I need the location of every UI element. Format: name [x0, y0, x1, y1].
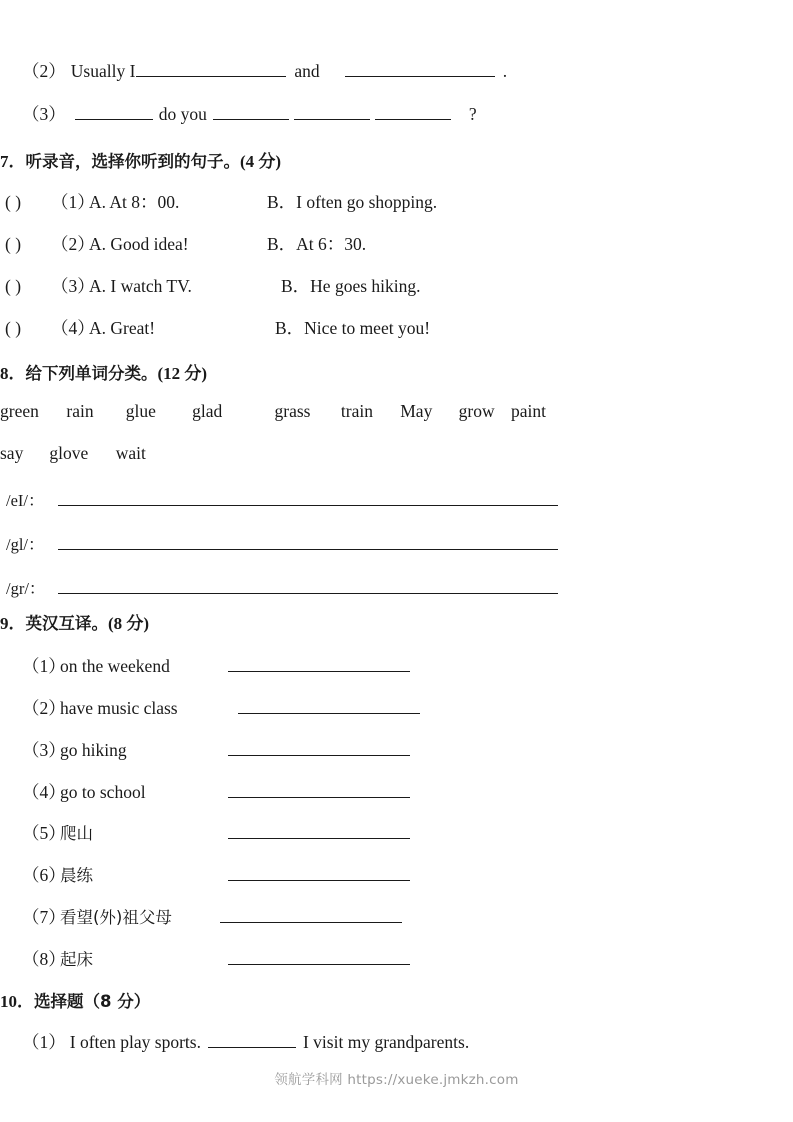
section-9-item-1-index: （1）	[22, 656, 66, 676]
answer-box-7-4[interactable]: ( )	[5, 318, 22, 338]
section-7-item-4-option-b[interactable]: B．Nice to meet you!	[275, 318, 431, 338]
section-10-heading	[0, 987, 150, 1012]
word-glad: glad	[192, 401, 223, 421]
word-train: train	[340, 401, 373, 421]
section-7-item-2-index: （2）	[51, 234, 95, 254]
section-8-category-gl	[0, 531, 558, 555]
word-grow: grow	[458, 401, 495, 421]
section-9-item-3-answer-line[interactable]	[228, 739, 410, 756]
section-9-item-8	[0, 946, 410, 971]
section-9-heading	[0, 609, 149, 634]
section-7-heading	[0, 147, 281, 172]
section-7-item-1-option-a[interactable]: A. At 8：00.	[89, 192, 180, 212]
section-9-item-6-answer-line[interactable]	[228, 864, 410, 881]
carryover-item-2-blank-2[interactable]	[345, 58, 495, 77]
carryover-item-2-blank-1[interactable]	[136, 58, 286, 77]
section-9-item-8-answer-line[interactable]	[228, 948, 410, 965]
section-7-item-4-index: （4）	[51, 318, 95, 338]
section-7-item-2	[0, 231, 366, 256]
section-9-item-5-answer-line[interactable]	[228, 822, 410, 839]
section-9-item-8-index: （8）	[22, 949, 66, 969]
word-rain: rain	[66, 401, 94, 421]
section-9-item-4-term: go to school	[60, 782, 146, 802]
section-9-item-1	[0, 653, 410, 678]
answer-box-7-3[interactable]: ( )	[5, 276, 22, 296]
word-green: green	[0, 401, 39, 421]
section-9-item-1-term: on the weekend	[60, 656, 170, 676]
section-8-title: 给下列单词分类。	[25, 364, 158, 383]
section-9-item-2-term: have music class	[60, 698, 178, 718]
section-9-item-4-answer-line[interactable]	[228, 781, 410, 798]
section-8-word-bank-line-1	[0, 401, 546, 422]
section-7-points: (4 分)	[240, 152, 282, 171]
word-grass: grass	[274, 401, 311, 421]
section-9-points: (8 分)	[108, 614, 150, 633]
section-9-item-7-index: （7）	[22, 907, 66, 927]
section-7-item-1	[0, 189, 437, 214]
section-7-title: 听录音，选择你听到的句子。	[25, 152, 240, 171]
section-7-item-2-option-b[interactable]: B．At 6：30.	[267, 234, 367, 254]
section-10-item-1-text-after: I visit my grandparents.	[302, 1031, 470, 1052]
section-9-item-6	[0, 862, 410, 887]
carryover-item-3-blank-4[interactable]	[375, 101, 451, 120]
carryover-item-2	[0, 58, 507, 80]
phoneme-label-gl: /gl/：	[6, 535, 45, 554]
section-10-number: 10．	[0, 992, 34, 1011]
carryover-item-3-blank-2[interactable]	[213, 101, 289, 120]
section-9-item-2	[0, 695, 420, 720]
section-8-word-bank-line-2	[0, 443, 146, 464]
section-9-item-4	[0, 779, 410, 804]
section-9-item-6-index: （6）	[22, 865, 66, 885]
word-wait: wait	[115, 443, 146, 463]
section-9-item-5	[0, 820, 410, 845]
word-say: say	[0, 443, 24, 463]
section-7-item-3-option-a[interactable]: A. I watch TV.	[89, 276, 192, 296]
section-9-item-8-term: 起床	[60, 950, 93, 969]
section-8-number: 8．	[0, 364, 26, 383]
section-10-item-1-blank[interactable]	[208, 1029, 296, 1048]
section-9-item-3-index: （3）	[22, 740, 66, 760]
word-paint: paint	[511, 401, 546, 421]
section-9-item-5-index: （5）	[22, 823, 66, 843]
carryover-item-2-index: （2）	[22, 60, 66, 81]
section-8-points: (12 分)	[157, 364, 208, 383]
section-7-item-4-option-a[interactable]: A. Great!	[89, 318, 156, 338]
phoneme-answer-line-gr[interactable]	[58, 579, 558, 594]
section-7-item-3-option-b[interactable]: B．He goes hiking.	[281, 276, 421, 296]
carryover-item-3-blank-3[interactable]	[294, 101, 370, 120]
word-may: May	[400, 401, 433, 421]
section-10-item-1	[0, 1029, 469, 1051]
section-9-item-5-term: 爬山	[60, 824, 93, 843]
section-9-item-4-index: （4）	[22, 782, 66, 802]
section-7-number: 7．	[0, 152, 26, 171]
section-10-item-1-index: （1）	[22, 1031, 66, 1052]
answer-box-7-1[interactable]: ( )	[5, 192, 22, 212]
carryover-item-3-text: do you	[158, 103, 207, 124]
section-9-item-3-term: go hiking	[60, 740, 127, 760]
carryover-item-3-index: （3）	[22, 103, 66, 124]
carryover-item-2-text: Usually I	[70, 60, 136, 81]
section-9-item-7	[0, 904, 402, 929]
section-9-number: 9．	[0, 614, 26, 633]
carryover-item-3-terminator: ?	[468, 103, 477, 124]
word-glove: glove	[49, 443, 89, 463]
carryover-item-2-conjunction: and	[294, 60, 320, 81]
section-7-item-3	[0, 273, 421, 298]
section-8-category-ei	[0, 487, 558, 511]
section-9-item-2-index: （2）	[22, 698, 66, 718]
watermark-text: 领航学科网 https://xueke.jmkzh.com	[274, 1072, 519, 1088]
section-8-category-gr	[0, 575, 558, 599]
section-9-item-3	[0, 737, 410, 762]
section-7-item-1-option-b[interactable]: B．I often go shopping.	[267, 192, 438, 212]
carryover-item-3	[0, 101, 477, 123]
carryover-item-3-blank-1[interactable]	[75, 101, 153, 120]
section-7-item-4	[0, 315, 430, 340]
section-9-item-7-answer-line[interactable]	[220, 906, 402, 923]
section-7-item-2-option-a[interactable]: A. Good idea!	[89, 234, 189, 254]
section-9-item-2-answer-line[interactable]	[238, 697, 420, 714]
phoneme-answer-line-ei[interactable]	[58, 491, 558, 506]
section-7-item-3-index: （3）	[51, 276, 95, 296]
section-7-item-1-index: （1）	[51, 192, 95, 212]
phoneme-label-ei: /eI/：	[6, 491, 45, 510]
section-9-title: 英汉互译。	[25, 614, 108, 633]
section-9-item-1-answer-line[interactable]	[228, 655, 410, 672]
section-9-item-7-term: 看望(外)祖父母	[60, 908, 172, 927]
section-8-heading	[0, 359, 207, 384]
section-10-item-1-text-before: I often play sports.	[69, 1031, 201, 1052]
phoneme-answer-line-gl[interactable]	[58, 535, 558, 550]
carryover-item-2-terminator: .	[502, 60, 508, 81]
section-10-title: 选择题（8 分）	[34, 992, 151, 1011]
section-9-item-6-term: 晨练	[60, 866, 93, 885]
phoneme-label-gr: /gr/：	[6, 579, 46, 598]
site-watermark	[0, 1068, 793, 1088]
answer-box-7-2[interactable]: ( )	[5, 234, 22, 254]
word-glue: glue	[125, 401, 156, 421]
